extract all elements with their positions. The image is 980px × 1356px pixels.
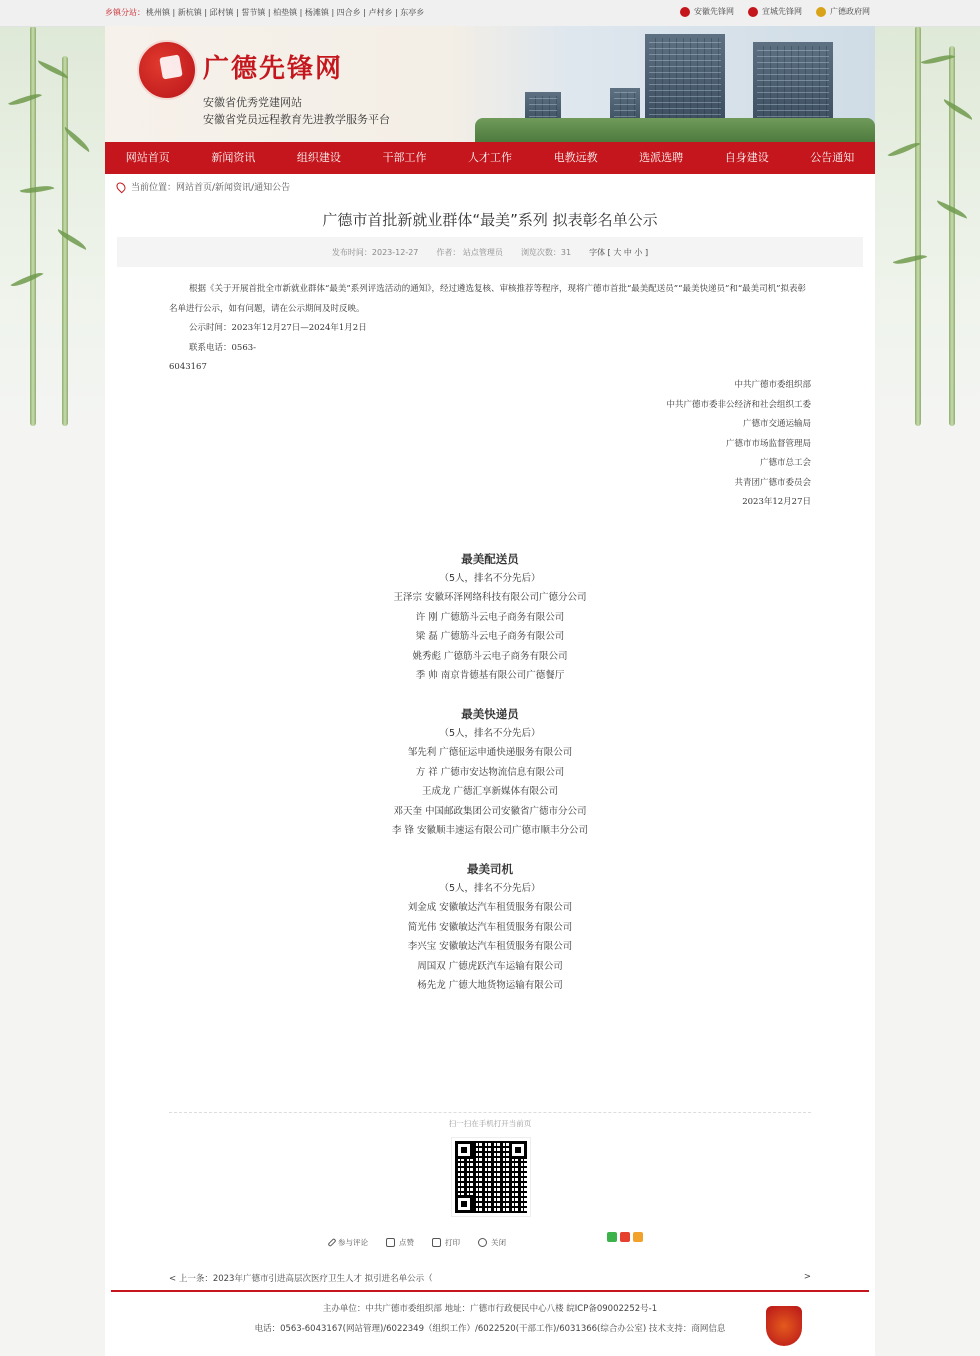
national-emblem-icon (816, 7, 826, 17)
publicity-period: 公示时间：2023年12月27日—2024年1月2日 (189, 323, 367, 333)
print-button[interactable]: 打印 (432, 1237, 460, 1248)
group-note: （5人，排名不分先后） (439, 883, 541, 894)
pen-icon (327, 1238, 336, 1247)
signer: 广德市市场监督管理局 (725, 438, 811, 449)
group-note: （5人，排名不分先后） (439, 728, 541, 739)
top-link-anhui[interactable]: 安徽先锋网 (680, 6, 734, 17)
building-image (645, 34, 725, 124)
share-buttons (607, 1232, 643, 1242)
nav-talent[interactable]: 人才工作 (468, 151, 513, 164)
prev-next-nav (169, 1272, 811, 1284)
divider (169, 1112, 811, 1113)
qr-code-image (451, 1137, 531, 1217)
list-item: 刘金成 安徽敏达汽车租赁服务有限公司 (407, 902, 573, 914)
font-size-switch[interactable]: 字体 [ 大 中 小 ] (589, 247, 649, 257)
thumbs-up-icon (386, 1238, 395, 1247)
slogan-line-1: 安徽省优秀党建网站 (203, 96, 302, 109)
town-sites-label: 乡镇分站： (105, 8, 145, 17)
qzone-icon[interactable] (633, 1232, 643, 1242)
trees-image (475, 118, 875, 142)
party-logo-icon (748, 7, 758, 17)
publish-date: 发布时间：2023-12-27 (331, 247, 419, 257)
nav-education[interactable]: 电教远教 (553, 151, 598, 164)
list-item: 李兴宝 安徽敏达汽车租赁服务有限公司 (407, 941, 573, 953)
nav-selection[interactable]: 选派选聘 (639, 151, 684, 164)
header-banner (105, 26, 875, 142)
top-link-xuancheng[interactable]: 宣城先锋网 (748, 6, 802, 17)
group-driver (105, 859, 875, 995)
list-item: 周国双 广德虎跃汽车运输有限公司 (417, 960, 563, 972)
building-image (753, 42, 833, 126)
article-meta (117, 237, 863, 267)
site-logo-text[interactable]: 广德先锋网 (203, 54, 344, 84)
view-count: 浏览次数：31 (520, 247, 572, 257)
list-item: 邓天奎 中国邮政集团公司安徽省广德市分公司 (393, 805, 587, 817)
breadcrumb-text[interactable]: 当前位置：网站首页/新闻资讯/通知公告 (131, 183, 291, 193)
group-heading: 最美司机 (467, 862, 513, 876)
list-item: 姚秀彪 广德筋斗云电子商务有限公司 (412, 650, 568, 662)
close-icon (478, 1238, 487, 1247)
list-item: 王成龙 广德汇享新媒体有限公司 (421, 786, 559, 798)
prev-article-link[interactable]: < 上一条：2023年广德市引进高层次医疗卫生人才 拟引进名单公示（ (169, 1274, 433, 1284)
main-nav (105, 142, 875, 174)
bamboo-decoration-right (875, 26, 980, 426)
list-item: 杨先龙 广德大地货物运输有限公司 (417, 980, 563, 992)
group-heading: 最美快递员 (461, 707, 519, 721)
location-pin-icon (115, 180, 128, 193)
nav-self-building[interactable]: 自身建设 (724, 151, 769, 164)
top-link-gov[interactable]: 广德政府网 (816, 6, 870, 17)
list-item: 简光伟 安徽敏达汽车租赁服务有限公司 (407, 921, 573, 933)
site-logo-icon[interactable] (137, 40, 197, 100)
list-item: 邹先利 广德征运申通快递服务有限公司 (407, 747, 573, 759)
nav-notices[interactable]: 公告通知 (810, 151, 855, 164)
author: 作者： 站点管理员 (436, 247, 503, 257)
close-button[interactable]: 关闭 (478, 1237, 506, 1248)
list-item: 梁 磊 广德筋斗云电子商务有限公司 (415, 631, 565, 643)
group-heading: 最美配送员 (461, 552, 519, 566)
group-courier (105, 704, 875, 840)
list-item: 方 祥 广德市安达物流信息有限公司 (415, 766, 565, 778)
weibo-icon[interactable] (620, 1232, 630, 1242)
signers-block (666, 376, 811, 513)
party-logo-icon (680, 7, 690, 17)
nav-home[interactable]: 网站首页 (125, 151, 170, 164)
article-body (169, 280, 811, 378)
town-sites-links[interactable]: 桃州镇 | 新杭镇 | 邱村镇 | 誓节镇 | 柏垫镇 | 杨滩镇 | 四合乡 | 卢村乡 | 东亭乡 (146, 8, 425, 17)
slogan-line-2: 安徽省党员远程教育先进教学服务平台 (203, 113, 390, 126)
footer-line-2: 电话：0563-6043167(网站管理)/6022349（组织工作）/6022520(干部工作)/6031366(综合办公室) 技术支持：商网信息 (254, 1324, 726, 1334)
signer: 中共广德市委组织部 (734, 380, 811, 390)
group-note: （5人，排名不分先后） (439, 573, 541, 584)
list-item: 季 帅 南京肯德基有限公司广德餐厅 (415, 670, 565, 682)
wechat-icon[interactable] (607, 1232, 617, 1242)
nav-organization[interactable]: 组织建设 (296, 151, 341, 164)
nav-cadre[interactable]: 干部工作 (382, 151, 427, 164)
printer-icon (432, 1238, 441, 1247)
next-arrow[interactable]: > (803, 1272, 811, 1282)
signer: 广德市交通运输局 (742, 419, 811, 429)
list-item: 李 锋 安徽顺丰速运有限公司广德市顺丰分公司 (391, 825, 589, 837)
group-delivery (105, 549, 875, 685)
top-bar (0, 0, 980, 27)
party-badge-icon[interactable] (766, 1306, 802, 1346)
footer-divider (111, 1290, 869, 1292)
signer: 广德市总工会 (759, 458, 811, 468)
scan-hint: 扫一扫在手机打开当前页 (448, 1119, 532, 1128)
contact-phone-label: 联系电话：0563- (189, 342, 257, 353)
footer-line-1: 主办单位：中共广德市委组织部 地址：广德市行政便民中心八楼 皖ICP备09002252号-1 (322, 1304, 658, 1314)
comment-button[interactable]: 参与评论 (330, 1237, 368, 1248)
signer: 中共广德市委非公经济和社会组织工委 (666, 399, 811, 410)
top-links (680, 6, 870, 17)
signer: 共青团广德市委员会 (734, 477, 811, 488)
article-actions (330, 1237, 506, 1248)
contact-phone-number: 6043167 (169, 362, 207, 372)
intro-paragraph: 根据《关于开展首批全市新就业群体“最美”系列评选活动的通知》，经过遴选复核、审核推荐等程序，现将广德市首批“最美配送员”“最美快递员”和“最美司机”拟表彰名单进行公示，如有问题，请在公示期间及时反映。 (169, 284, 807, 314)
page-container (105, 26, 875, 1356)
like-button[interactable]: 点赞 (386, 1237, 414, 1248)
list-item: 王泽宗 安徽环泽网络科技有限公司广德分公司 (393, 592, 587, 604)
bamboo-decoration-left (0, 26, 105, 426)
article-title: 广德市首批新就业群体“最美”系列 拟表彰名单公示 (322, 211, 658, 229)
breadcrumb (117, 180, 290, 193)
nav-news[interactable]: 新闻资讯 (211, 151, 256, 164)
sign-date: 2023年12月27日 (742, 497, 811, 507)
list-item: 许 刚 广德筋斗云电子商务有限公司 (415, 611, 565, 623)
